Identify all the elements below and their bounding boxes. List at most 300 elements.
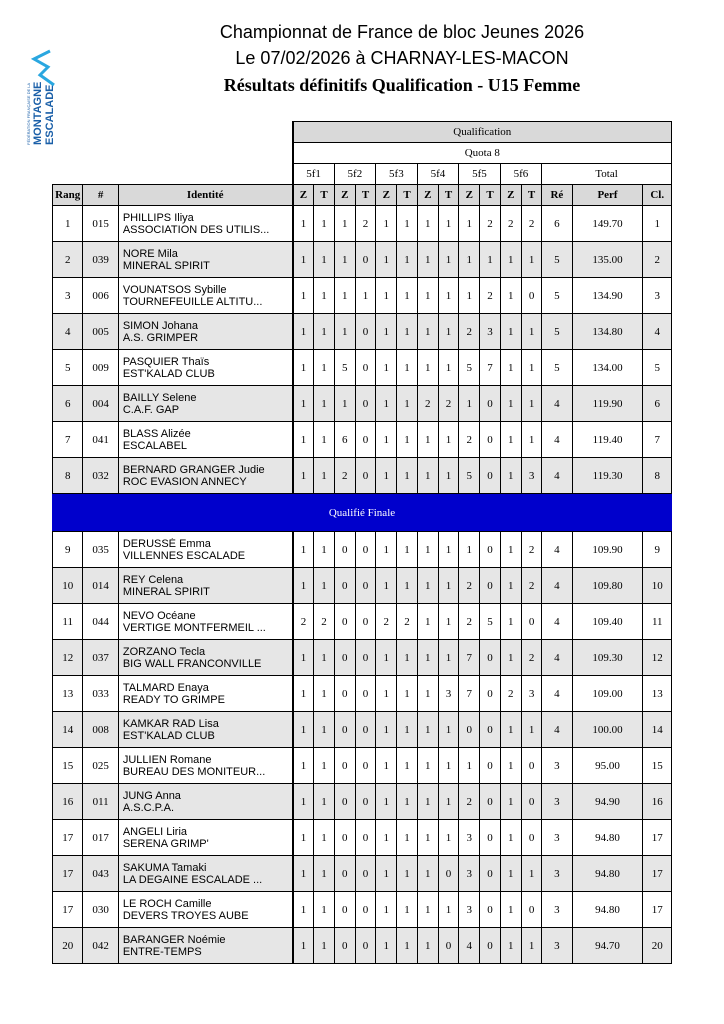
- zone-cell: 7: [459, 640, 480, 676]
- zone-cell: 1: [293, 206, 314, 242]
- top-cell: 1: [397, 640, 417, 676]
- top-cell: 0: [355, 350, 375, 386]
- zone-cell: 1: [376, 676, 397, 712]
- zone-cell: 1: [376, 928, 397, 964]
- identity-cell: [118, 568, 292, 604]
- perf-cell: 119.30: [572, 458, 643, 494]
- cl-cell: 17: [643, 892, 672, 928]
- top-cell: 2: [480, 206, 500, 242]
- re-cell: 4: [542, 640, 572, 676]
- zone-cell: 1: [376, 422, 397, 458]
- zone-cell: 1: [500, 422, 521, 458]
- zone-cell: 1: [459, 278, 480, 314]
- top-cell: 3: [438, 676, 458, 712]
- zone-cell: 4: [459, 928, 480, 964]
- rank-cell: 2: [53, 242, 83, 278]
- zone-cell: 1: [334, 386, 355, 422]
- top-cell: 3: [480, 314, 500, 350]
- col-perf: Perf: [572, 185, 643, 206]
- total-header: Total: [542, 164, 672, 185]
- zone-cell: 1: [376, 568, 397, 604]
- athlete-club: ASSOCIATION DES UTILIS...: [122, 223, 270, 236]
- rank-cell: 5: [53, 350, 83, 386]
- top-cell: 1: [397, 278, 417, 314]
- table-row: [53, 712, 672, 748]
- rank-cell: 3: [53, 278, 83, 314]
- results-heading: Résultats définitifs Qualification - U15 Femme: [223, 75, 581, 95]
- zone-cell: 1: [293, 784, 314, 820]
- zone-cell: 0: [334, 928, 355, 964]
- athlete-club: VERTIGE MONTFERMEIL ...: [122, 621, 266, 634]
- top-cell: 0: [355, 748, 375, 784]
- perf-cell: 149.70: [572, 206, 643, 242]
- zone-cell: 1: [293, 892, 314, 928]
- top-cell: 1: [438, 784, 458, 820]
- top-cell: 0: [438, 856, 458, 892]
- top-cell: 1: [397, 532, 417, 568]
- zone-cell: 1: [500, 712, 521, 748]
- logo-mountain-icon: [34, 51, 54, 85]
- zone-cell: 1: [376, 458, 397, 494]
- top-cell: 0: [355, 892, 375, 928]
- cl-cell: 8: [643, 458, 672, 494]
- rank-cell: 20: [53, 928, 83, 964]
- re-cell: 5: [542, 242, 572, 278]
- col-num: #: [83, 185, 118, 206]
- athlete-name: JULLIEN Romane: [122, 753, 212, 766]
- table-row: [53, 242, 672, 278]
- identity-cell: [118, 784, 292, 820]
- athlete-club: A.S. GRIMPER: [122, 331, 199, 344]
- rank-cell: 8: [53, 458, 83, 494]
- perf-cell: 100.00: [572, 712, 643, 748]
- top-cell: 2: [521, 206, 541, 242]
- top-cell: 1: [314, 856, 334, 892]
- re-cell: 4: [542, 386, 572, 422]
- cl-cell: 7: [643, 422, 672, 458]
- zone-cell: 0: [334, 892, 355, 928]
- zone-cell: 1: [293, 386, 314, 422]
- top-cell: 1: [397, 820, 417, 856]
- col-z: Z: [459, 185, 480, 206]
- top-cell: 1: [438, 314, 458, 350]
- top-cell: 0: [355, 422, 375, 458]
- top-cell: 2: [521, 568, 541, 604]
- bib-cell: 035: [83, 532, 118, 568]
- zone-cell: 0: [334, 604, 355, 640]
- re-cell: 6: [542, 206, 572, 242]
- rank-cell: 17: [53, 820, 83, 856]
- top-cell: 0: [480, 676, 500, 712]
- bib-cell: 017: [83, 820, 118, 856]
- col-re: Ré: [542, 185, 572, 206]
- zone-cell: 1: [293, 820, 314, 856]
- zone-cell: 1: [459, 242, 480, 278]
- top-cell: 2: [480, 278, 500, 314]
- bib-cell: 037: [83, 640, 118, 676]
- top-cell: 1: [314, 676, 334, 712]
- zone-cell: 1: [376, 314, 397, 350]
- zone-cell: 1: [293, 278, 314, 314]
- zone-cell: 1: [500, 604, 521, 640]
- top-cell: 1: [521, 856, 541, 892]
- re-cell: 3: [542, 820, 572, 856]
- top-cell: 1: [314, 422, 334, 458]
- col-z: Z: [500, 185, 521, 206]
- perf-cell: 109.40: [572, 604, 643, 640]
- zone-cell: 1: [293, 928, 314, 964]
- identity-cell: [118, 856, 292, 892]
- zone-cell: 5: [334, 350, 355, 386]
- athlete-club: EST'KALAD CLUB: [122, 729, 215, 742]
- table-row: [53, 820, 672, 856]
- problem-header: 5f5: [459, 164, 501, 185]
- zone-cell: 1: [376, 856, 397, 892]
- zone-cell: 1: [376, 242, 397, 278]
- cl-cell: 6: [643, 386, 672, 422]
- athlete-name: DERUSSÉ Emma: [122, 537, 211, 550]
- zone-cell: 1: [293, 314, 314, 350]
- athlete-name: SIMON Johana: [122, 319, 199, 332]
- bib-cell: 006: [83, 278, 118, 314]
- zone-cell: 1: [293, 532, 314, 568]
- rank-cell: 14: [53, 712, 83, 748]
- qualification-header: Qualification: [293, 122, 672, 143]
- top-cell: 1: [314, 386, 334, 422]
- top-cell: 1: [397, 856, 417, 892]
- bib-cell: 015: [83, 206, 118, 242]
- col-t: T: [521, 185, 541, 206]
- col-z: Z: [376, 185, 397, 206]
- zone-cell: 0: [334, 748, 355, 784]
- zone-cell: 1: [293, 676, 314, 712]
- zone-cell: 2: [459, 422, 480, 458]
- top-cell: 1: [314, 892, 334, 928]
- top-cell: 1: [314, 206, 334, 242]
- top-cell: 2: [521, 640, 541, 676]
- zone-cell: 1: [500, 314, 521, 350]
- zone-cell: 1: [459, 386, 480, 422]
- bib-cell: 032: [83, 458, 118, 494]
- top-cell: 5: [480, 604, 500, 640]
- perf-cell: 94.80: [572, 820, 643, 856]
- athlete-name: KAMKAR RAD Lisa: [122, 717, 219, 730]
- zone-cell: 1: [293, 568, 314, 604]
- top-cell: 2: [355, 206, 375, 242]
- top-cell: 1: [438, 712, 458, 748]
- col-identity: Identité: [118, 185, 292, 206]
- zone-cell: 1: [500, 784, 521, 820]
- logo-line3: ESCALADE: [44, 84, 56, 145]
- identity-cell: [118, 532, 292, 568]
- problem-header: 5f2: [334, 164, 376, 185]
- athlete-name: PHILLIPS Iliya: [122, 211, 194, 224]
- top-cell: 1: [521, 242, 541, 278]
- zone-cell: 1: [293, 458, 314, 494]
- col-z: Z: [293, 185, 314, 206]
- athlete-club: VILLENNES ESCALADE: [122, 549, 246, 562]
- zone-cell: 1: [417, 206, 438, 242]
- top-cell: 1: [397, 350, 417, 386]
- cl-cell: 11: [643, 604, 672, 640]
- top-cell: 0: [521, 820, 541, 856]
- top-cell: 1: [438, 820, 458, 856]
- col-cl: Cl.: [643, 185, 672, 206]
- zone-cell: 1: [417, 278, 438, 314]
- athlete-club: LA DEGAINE ESCALADE ...: [122, 873, 263, 886]
- cl-cell: 16: [643, 784, 672, 820]
- zone-cell: 2: [459, 314, 480, 350]
- top-cell: 1: [438, 532, 458, 568]
- top-cell: 0: [480, 784, 500, 820]
- identity-cell: [118, 278, 292, 314]
- top-cell: 1: [314, 712, 334, 748]
- zone-cell: 1: [293, 856, 314, 892]
- quota-header: Quota 8: [293, 143, 672, 164]
- athlete-name: BERNARD GRANGER Judie: [122, 463, 265, 476]
- table-row: [53, 748, 672, 784]
- table-row: [53, 604, 672, 640]
- col-t: T: [397, 185, 417, 206]
- bib-cell: 041: [83, 422, 118, 458]
- re-cell: 4: [542, 676, 572, 712]
- top-cell: 1: [314, 820, 334, 856]
- re-cell: 5: [542, 350, 572, 386]
- top-cell: 1: [397, 892, 417, 928]
- top-cell: 0: [480, 386, 500, 422]
- re-cell: 4: [542, 458, 572, 494]
- zone-cell: 0: [334, 640, 355, 676]
- zone-cell: 1: [500, 892, 521, 928]
- top-cell: 0: [521, 604, 541, 640]
- table-row: [53, 892, 672, 928]
- perf-cell: 109.80: [572, 568, 643, 604]
- athlete-club: EST'KALAD CLUB: [122, 367, 215, 380]
- athlete-club: ROC EVASION ANNECY: [122, 475, 247, 488]
- perf-cell: 109.30: [572, 640, 643, 676]
- top-cell: 0: [355, 458, 375, 494]
- cl-cell: 4: [643, 314, 672, 350]
- rank-cell: 17: [53, 892, 83, 928]
- table-row: [53, 784, 672, 820]
- zone-cell: 1: [417, 928, 438, 964]
- athlete-name: TALMARD Enaya: [122, 681, 209, 694]
- perf-cell: 109.90: [572, 532, 643, 568]
- top-cell: 1: [438, 242, 458, 278]
- top-cell: 1: [314, 458, 334, 494]
- problem-header: 5f6: [500, 164, 542, 185]
- top-cell: 1: [438, 458, 458, 494]
- top-cell: 1: [355, 278, 375, 314]
- logo-line2: MONTAGNE: [32, 81, 44, 145]
- athlete-club: DEVERS TROYES AUBE: [122, 909, 249, 922]
- top-cell: 0: [480, 928, 500, 964]
- top-cell: 0: [480, 748, 500, 784]
- zone-cell: 1: [459, 748, 480, 784]
- top-cell: 0: [521, 784, 541, 820]
- top-cell: 1: [397, 458, 417, 494]
- bib-cell: 030: [83, 892, 118, 928]
- athlete-name: NORE Mila: [122, 247, 178, 260]
- perf-cell: 94.90: [572, 784, 643, 820]
- top-cell: 1: [397, 928, 417, 964]
- zone-cell: 2: [417, 386, 438, 422]
- zone-cell: 1: [376, 712, 397, 748]
- identity-cell: [118, 712, 292, 748]
- table-row: [53, 314, 672, 350]
- top-cell: 1: [438, 278, 458, 314]
- identity-cell: [118, 892, 292, 928]
- zone-cell: 2: [459, 784, 480, 820]
- zone-cell: 1: [500, 856, 521, 892]
- zone-cell: 1: [417, 676, 438, 712]
- col-z: Z: [334, 185, 355, 206]
- identity-cell: [118, 640, 292, 676]
- zone-cell: 1: [334, 206, 355, 242]
- identity-cell: [118, 242, 292, 278]
- top-cell: 1: [397, 206, 417, 242]
- athlete-name: ANGELI Liria: [122, 825, 188, 838]
- zone-cell: 1: [293, 640, 314, 676]
- col-z: Z: [417, 185, 438, 206]
- col-t: T: [314, 185, 334, 206]
- identity-cell: [118, 350, 292, 386]
- top-cell: 1: [438, 748, 458, 784]
- col-t: T: [355, 185, 375, 206]
- rank-cell: 7: [53, 422, 83, 458]
- zone-cell: 1: [334, 278, 355, 314]
- top-cell: 0: [480, 640, 500, 676]
- table-row: [53, 458, 672, 494]
- athlete-club: TOURNEFEUILLE ALTITU...: [122, 295, 263, 308]
- zone-cell: 1: [417, 712, 438, 748]
- top-cell: 0: [355, 712, 375, 748]
- table-row: [53, 386, 672, 422]
- top-cell: 0: [355, 568, 375, 604]
- rank-cell: 12: [53, 640, 83, 676]
- cl-cell: 17: [643, 820, 672, 856]
- zone-cell: 1: [417, 314, 438, 350]
- identity-cell: [118, 748, 292, 784]
- zone-cell: 1: [459, 206, 480, 242]
- bib-cell: 008: [83, 712, 118, 748]
- athlete-name: JUNG Anna: [122, 789, 181, 802]
- re-cell: 5: [542, 278, 572, 314]
- qualified-final-separator: [53, 494, 672, 532]
- bib-cell: 004: [83, 386, 118, 422]
- zone-cell: 1: [417, 458, 438, 494]
- rank-cell: 9: [53, 532, 83, 568]
- cl-cell: 13: [643, 676, 672, 712]
- athlete-name: BAILLY Selene: [122, 391, 197, 404]
- top-cell: 1: [521, 422, 541, 458]
- perf-cell: 135.00: [572, 242, 643, 278]
- athlete-name: VOUNATSOS Sybille: [122, 283, 227, 296]
- problem-header: 5f1: [293, 164, 335, 185]
- top-cell: 1: [438, 422, 458, 458]
- top-cell: 0: [521, 278, 541, 314]
- top-cell: 2: [438, 386, 458, 422]
- zone-cell: 1: [293, 748, 314, 784]
- re-cell: 3: [542, 928, 572, 964]
- qualified-final-label: Qualifié Finale: [53, 494, 672, 532]
- zone-cell: 1: [376, 532, 397, 568]
- top-cell: 1: [438, 350, 458, 386]
- re-cell: 4: [542, 532, 572, 568]
- top-cell: 1: [397, 314, 417, 350]
- bib-cell: 033: [83, 676, 118, 712]
- top-cell: 0: [355, 820, 375, 856]
- logo-line1: FÉDÉRATION FRANÇAISE DE LA: [26, 82, 31, 145]
- top-cell: 1: [314, 278, 334, 314]
- zone-cell: 2: [459, 604, 480, 640]
- zone-cell: 1: [500, 350, 521, 386]
- top-cell: 0: [355, 856, 375, 892]
- top-cell: 0: [480, 568, 500, 604]
- col-t: T: [480, 185, 500, 206]
- re-cell: 5: [542, 314, 572, 350]
- perf-cell: 119.90: [572, 386, 643, 422]
- top-cell: 1: [438, 640, 458, 676]
- zone-cell: 0: [459, 712, 480, 748]
- cl-cell: 10: [643, 568, 672, 604]
- zone-cell: 1: [417, 892, 438, 928]
- zone-cell: 5: [459, 350, 480, 386]
- top-cell: 0: [355, 928, 375, 964]
- bib-cell: 009: [83, 350, 118, 386]
- zone-cell: 1: [500, 748, 521, 784]
- rank-cell: 17: [53, 856, 83, 892]
- zone-cell: 0: [334, 820, 355, 856]
- rank-cell: 6: [53, 386, 83, 422]
- zone-cell: 0: [334, 784, 355, 820]
- top-cell: 0: [355, 242, 375, 278]
- top-cell: 3: [521, 458, 541, 494]
- zone-cell: 1: [500, 640, 521, 676]
- athlete-club: MINERAL SPIRIT: [122, 585, 210, 598]
- zone-cell: 1: [293, 350, 314, 386]
- top-cell: 1: [397, 712, 417, 748]
- top-cell: 1: [314, 314, 334, 350]
- top-cell: 1: [397, 386, 417, 422]
- zone-cell: 1: [376, 386, 397, 422]
- zone-cell: 1: [293, 422, 314, 458]
- perf-cell: 94.70: [572, 928, 643, 964]
- perf-cell: 94.80: [572, 856, 643, 892]
- zone-cell: 1: [376, 350, 397, 386]
- top-cell: 0: [355, 532, 375, 568]
- table-row: [53, 350, 672, 386]
- zone-cell: 1: [500, 386, 521, 422]
- zone-cell: 1: [293, 712, 314, 748]
- zone-cell: 1: [417, 748, 438, 784]
- re-cell: 4: [542, 568, 572, 604]
- re-cell: 4: [542, 712, 572, 748]
- top-cell: 0: [521, 748, 541, 784]
- zone-cell: 2: [376, 604, 397, 640]
- page-title: Championnat de France de bloc Jeunes 2026: [219, 22, 585, 42]
- athlete-name: PASQUIER Thaïs: [122, 355, 210, 368]
- results-table: [52, 121, 672, 964]
- zone-cell: 1: [334, 314, 355, 350]
- top-cell: 2: [314, 604, 334, 640]
- problem-header: 5f4: [417, 164, 459, 185]
- perf-cell: 94.80: [572, 892, 643, 928]
- zone-cell: 2: [293, 604, 314, 640]
- zone-cell: 1: [500, 458, 521, 494]
- top-cell: 1: [521, 712, 541, 748]
- top-cell: 1: [521, 386, 541, 422]
